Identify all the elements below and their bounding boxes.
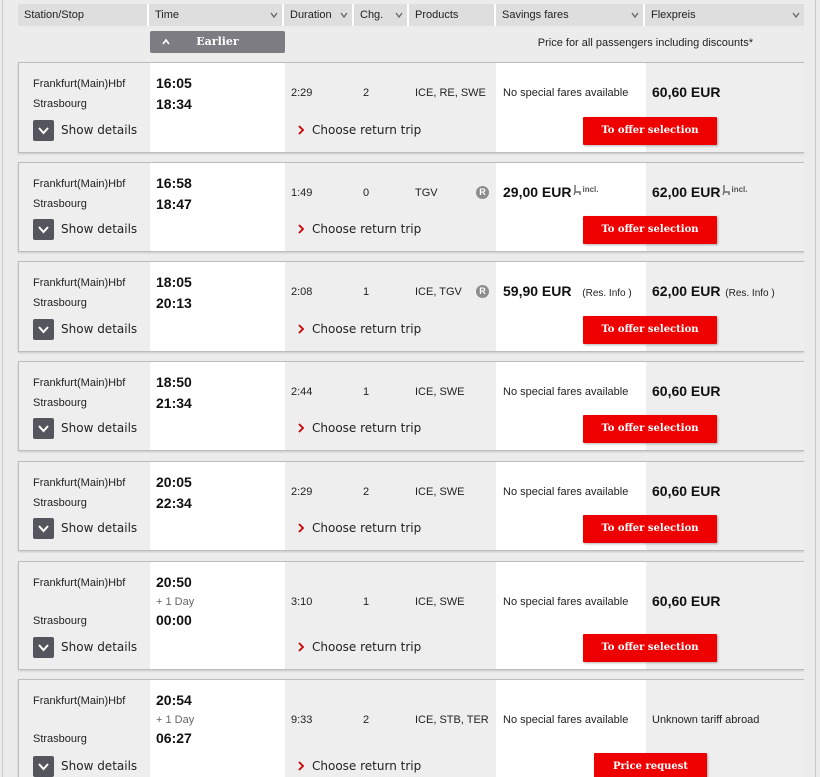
column-bg bbox=[285, 63, 496, 152]
chevron-right-icon bbox=[297, 423, 305, 433]
chevron-right-icon bbox=[297, 761, 305, 771]
column-bg bbox=[285, 262, 496, 351]
arrival-time: 22:34 bbox=[156, 495, 192, 511]
choose-return-trip-link[interactable]: Choose return trip bbox=[312, 521, 422, 535]
reservation-info-link[interactable]: (Res. Info ) bbox=[722, 288, 775, 299]
show-details-label[interactable]: Show details bbox=[61, 521, 138, 535]
products: ICE, RE, SWE bbox=[415, 87, 486, 99]
departure-station: Frankfurt(Main)Hbf bbox=[33, 377, 126, 389]
chevron-down-icon bbox=[38, 325, 49, 334]
seat-reservation-included-icon: incl. bbox=[722, 184, 747, 196]
header-col-time[interactable] bbox=[149, 4, 284, 26]
arrival-station: Strasbourg bbox=[33, 198, 87, 210]
departure-time: 16:58 bbox=[156, 175, 192, 191]
flex-fare-text: Unknown tariff abroad bbox=[652, 714, 760, 726]
flex-fare-price bbox=[652, 383, 720, 399]
chevron-down-icon bbox=[38, 424, 49, 433]
header-col-label: Station/Stop bbox=[24, 9, 84, 21]
arrival-time: 18:47 bbox=[156, 196, 192, 212]
duration: 2:29 bbox=[291, 87, 313, 99]
departure-time: 20:50 bbox=[156, 574, 192, 590]
connection-row bbox=[18, 679, 804, 777]
show-details-button[interactable] bbox=[33, 518, 54, 539]
departure-time: 18:05 bbox=[156, 274, 192, 290]
products: ICE, TGV bbox=[415, 286, 462, 298]
show-details-button[interactable] bbox=[33, 120, 54, 141]
departure-station: Frankfurt(Main)Hbf bbox=[33, 477, 126, 489]
changes-count: 1 bbox=[363, 596, 370, 608]
products: ICE, SWE bbox=[415, 486, 465, 498]
reservation-required-icon: R bbox=[476, 285, 489, 298]
savings-fare-text: No special fares available bbox=[503, 486, 629, 498]
savings-fare-value: 59,90 EUR bbox=[503, 283, 572, 299]
show-details-label[interactable]: Show details bbox=[61, 222, 138, 236]
products: ICE, SWE bbox=[415, 596, 465, 608]
choose-return-trip-link[interactable]: Choose return trip bbox=[312, 759, 422, 773]
duration: 9:33 bbox=[291, 714, 313, 726]
column-bg bbox=[285, 462, 496, 550]
arrival-station: Strasbourg bbox=[33, 297, 87, 309]
flex-fare-value: 62,00 EUR bbox=[652, 283, 721, 299]
choose-return-trip-link[interactable]: Choose return trip bbox=[312, 640, 422, 654]
column-bg bbox=[285, 362, 496, 450]
chevron-right-icon bbox=[297, 125, 305, 135]
left-border bbox=[2, 0, 3, 777]
products: ICE, STB, TER bbox=[415, 714, 489, 726]
header-col-label: Savings fares bbox=[502, 9, 569, 21]
flex-fare-price bbox=[652, 283, 775, 299]
arrival-time: 00:00 bbox=[156, 612, 192, 628]
reservation-info-link[interactable]: (Res. Info ) bbox=[579, 288, 632, 299]
header-col-label: Time bbox=[155, 9, 180, 21]
reservation-required-icon: R bbox=[476, 186, 489, 199]
choose-return-trip-link[interactable]: Choose return trip bbox=[312, 421, 422, 435]
duration: 3:10 bbox=[291, 596, 313, 608]
show-details-button[interactable] bbox=[33, 756, 54, 777]
departure-time: 18:50 bbox=[156, 374, 192, 390]
changes-count: 2 bbox=[363, 486, 370, 498]
choose-return-trip-link[interactable]: Choose return trip bbox=[312, 123, 422, 137]
chevron-down-icon bbox=[38, 762, 49, 771]
flex-fare-value: 60,60 EUR bbox=[652, 383, 721, 399]
savings-fare-price bbox=[503, 184, 599, 200]
offer-selection-button[interactable]: To offer selection bbox=[583, 117, 717, 145]
connection-row bbox=[18, 461, 804, 551]
seat-reservation-included-icon: incl. bbox=[573, 184, 598, 196]
chevron-right-icon bbox=[297, 324, 305, 334]
chevron-right-icon bbox=[297, 642, 305, 652]
departure-time: 20:05 bbox=[156, 474, 192, 490]
header-col-duration[interactable] bbox=[284, 4, 354, 26]
price-note: Price for all passengers including discounts* bbox=[537, 37, 753, 49]
arrival-station: Strasbourg bbox=[33, 497, 87, 509]
chevron-down-icon bbox=[38, 126, 49, 135]
header-col-products bbox=[409, 4, 496, 26]
chevron-down-icon bbox=[340, 11, 348, 19]
show-details-label[interactable]: Show details bbox=[61, 640, 138, 654]
offer-selection-button[interactable]: To offer selection bbox=[583, 216, 717, 244]
plus-one-day: + 1 Day bbox=[156, 714, 195, 726]
show-details-button[interactable] bbox=[33, 637, 54, 658]
header-col-label: Flexpreis bbox=[651, 9, 696, 21]
header-col-flexpreis[interactable] bbox=[645, 4, 804, 26]
arrival-station: Strasbourg bbox=[33, 98, 87, 110]
chevron-down-icon bbox=[38, 643, 49, 652]
departure-time: 20:54 bbox=[156, 692, 192, 708]
flex-fare-price bbox=[652, 184, 748, 200]
arrival-time: 18:34 bbox=[156, 96, 192, 112]
flex-fare-price bbox=[652, 84, 720, 100]
departure-station: Frankfurt(Main)Hbf bbox=[33, 78, 126, 90]
flex-fare-price bbox=[652, 593, 720, 609]
flex-fare-price bbox=[652, 483, 720, 499]
show-details-label[interactable]: Show details bbox=[61, 421, 138, 435]
departure-station: Frankfurt(Main)Hbf bbox=[33, 277, 126, 289]
right-border bbox=[815, 0, 816, 777]
offer-selection-button[interactable]: To offer selection bbox=[583, 515, 717, 543]
show-details-label[interactable]: Show details bbox=[61, 759, 138, 773]
savings-fare-text: No special fares available bbox=[503, 714, 629, 726]
arrival-time: 06:27 bbox=[156, 730, 192, 746]
flex-fare-value: 60,60 EUR bbox=[652, 593, 721, 609]
earlier-button[interactable] bbox=[150, 31, 285, 53]
changes-count: 0 bbox=[363, 187, 370, 199]
choose-return-trip-link[interactable]: Choose return trip bbox=[312, 322, 422, 336]
chevron-down-icon bbox=[631, 11, 639, 19]
flex-fare-value: 62,00 EUR bbox=[652, 184, 721, 200]
connection-row bbox=[18, 261, 804, 352]
savings-fare-price bbox=[503, 283, 632, 299]
connection-row bbox=[18, 62, 804, 153]
connection-row bbox=[18, 162, 804, 252]
choose-return-trip-link[interactable]: Choose return trip bbox=[312, 222, 422, 236]
column-bg bbox=[285, 163, 496, 251]
header-col-label: Products bbox=[415, 9, 459, 21]
earlier-label: Earlier bbox=[196, 35, 239, 48]
header-col-station-stop bbox=[18, 4, 149, 26]
departure-station: Frankfurt(Main)Hbf bbox=[33, 577, 126, 589]
changes-count: 2 bbox=[363, 714, 370, 726]
show-details-button[interactable] bbox=[33, 319, 54, 340]
chevron-down-icon bbox=[38, 225, 49, 234]
arrival-station: Strasbourg bbox=[33, 733, 87, 745]
chevron-right-icon bbox=[297, 523, 305, 533]
arrival-station: Strasbourg bbox=[33, 397, 87, 409]
offer-selection-button[interactable]: To offer selection bbox=[583, 316, 717, 344]
departure-station: Frankfurt(Main)Hbf bbox=[33, 178, 126, 190]
duration: 2:08 bbox=[291, 286, 313, 298]
chevron-down-icon bbox=[792, 11, 800, 19]
flex-fare-value: 60,60 EUR bbox=[652, 483, 721, 499]
savings-fare-text: No special fares available bbox=[503, 596, 629, 608]
header-col-label: Duration bbox=[290, 9, 332, 21]
duration: 2:29 bbox=[291, 486, 313, 498]
chevron-right-icon bbox=[297, 224, 305, 234]
savings-fare-text: No special fares available bbox=[503, 386, 629, 398]
changes-count: 1 bbox=[363, 286, 370, 298]
flex-fare-value: 60,60 EUR bbox=[652, 84, 721, 100]
header-col-chg-[interactable] bbox=[354, 4, 409, 26]
show-details-label[interactable]: Show details bbox=[61, 322, 138, 336]
arrival-time: 20:13 bbox=[156, 295, 192, 311]
chevron-up-icon bbox=[162, 38, 170, 46]
changes-count: 2 bbox=[363, 87, 370, 99]
connection-row bbox=[18, 561, 804, 670]
header-col-savings-fares[interactable] bbox=[496, 4, 645, 26]
chevron-down-icon bbox=[38, 524, 49, 533]
departure-time: 16:05 bbox=[156, 75, 192, 91]
header-col-label: Chg. bbox=[360, 9, 384, 21]
duration: 1:49 bbox=[291, 187, 313, 199]
savings-fare-value: 29,00 EUR bbox=[503, 184, 572, 200]
show-details-button[interactable] bbox=[33, 219, 54, 240]
chevron-down-icon bbox=[270, 11, 278, 19]
price-request-button[interactable]: Price request bbox=[594, 753, 707, 777]
arrival-time: 21:34 bbox=[156, 395, 192, 411]
offer-selection-button[interactable]: To offer selection bbox=[583, 634, 717, 662]
plus-one-day: + 1 Day bbox=[156, 596, 195, 608]
offer-selection-button[interactable]: To offer selection bbox=[583, 415, 717, 443]
duration: 2:44 bbox=[291, 386, 313, 398]
chevron-down-icon bbox=[395, 11, 403, 19]
connection-row bbox=[18, 361, 804, 451]
results-table-header bbox=[18, 4, 804, 26]
show-details-label[interactable]: Show details bbox=[61, 123, 138, 137]
products: ICE, SWE bbox=[415, 386, 465, 398]
changes-count: 1 bbox=[363, 386, 370, 398]
arrival-station: Strasbourg bbox=[33, 615, 87, 627]
departure-station: Frankfurt(Main)Hbf bbox=[33, 695, 126, 707]
show-details-button[interactable] bbox=[33, 418, 54, 439]
savings-fare-text: No special fares available bbox=[503, 87, 629, 99]
products: TGV bbox=[415, 187, 438, 199]
